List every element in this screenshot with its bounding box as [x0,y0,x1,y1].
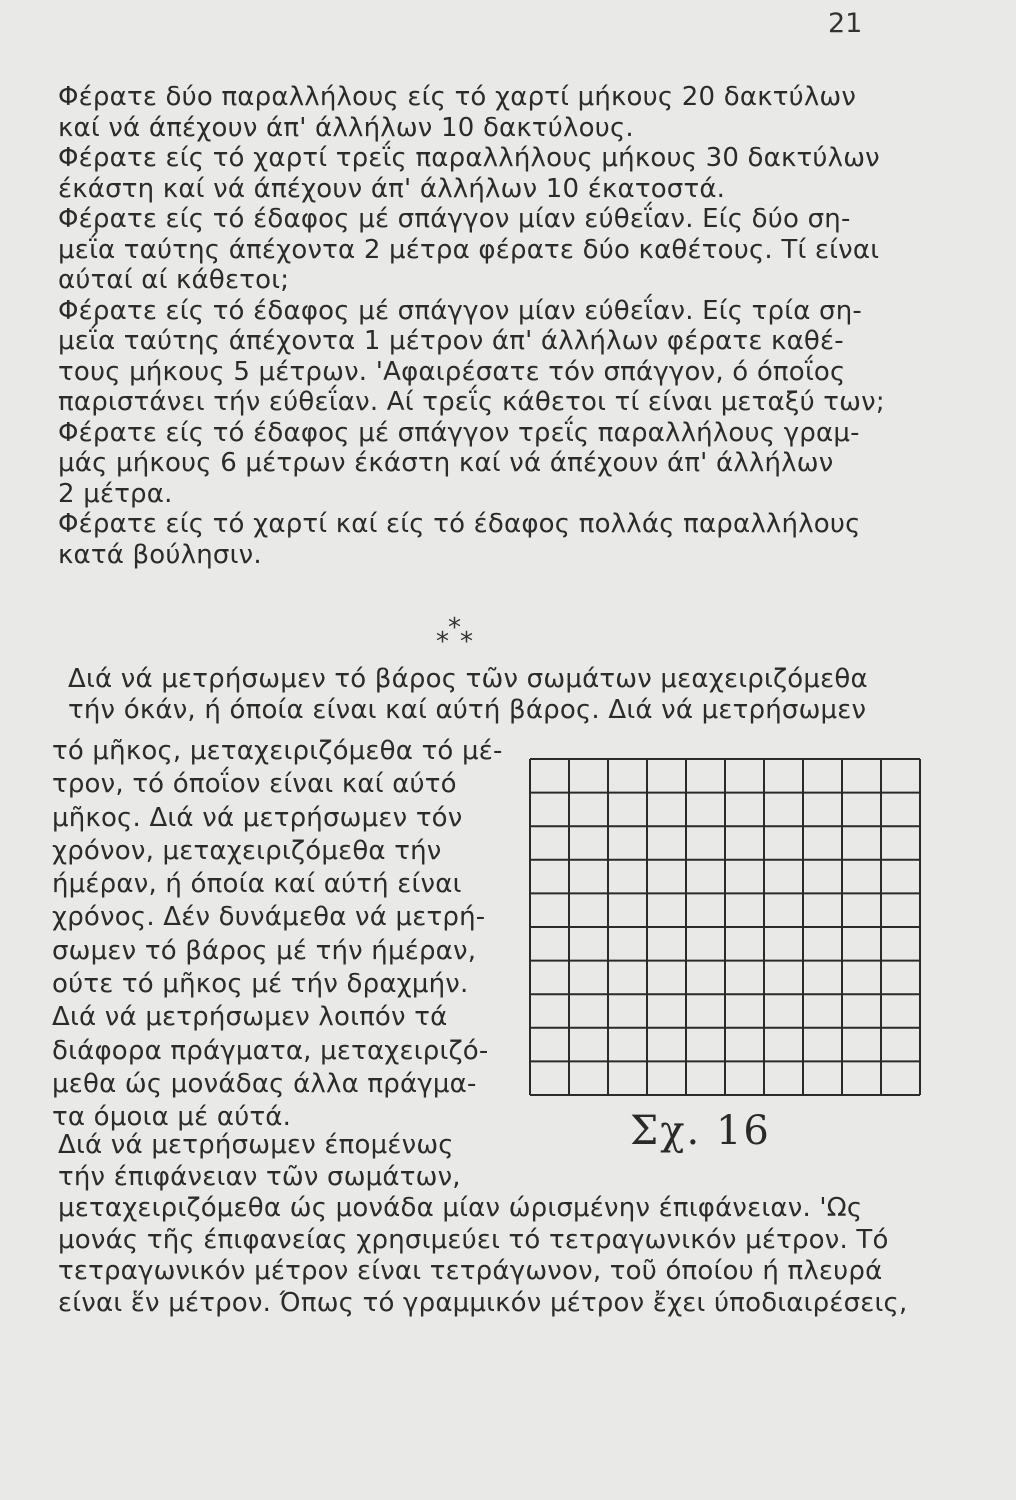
figure-label: Σχ. 16 [630,1108,771,1154]
text-line: ήμέραν, ή όποία καί αύτή είναι [52,869,462,900]
text-line: τους μήκους 5 μέτρων. 'Αφαιρέσατε τόν σπάγγον, ό όποΐος [58,356,846,387]
text-line: τήν έπιφάνειαν τῶν σωμάτων, [58,1161,461,1192]
text-line: είναι ἕν μέτρον. Όπως τό γραμμικόν μέτρον ἔχει ύποδιαιρέσεις, [58,1287,908,1318]
page-number: 21 [828,8,863,39]
section-separator [436,615,476,660]
text-line: καί νά άπέχουν άπ' άλλήλων 10 δακτύλους. [58,112,634,143]
square-grid-figure [528,757,922,1097]
separator-star: * [460,627,473,657]
measurement-wrapped-text [52,735,503,1135]
text-line: τρον, τό όποΐον είναι καί αύτό [52,769,457,800]
text-line: Φέρατε είς τό έδαφος μέ σπάγγον τρεΐς παραλλήλους γραμ- [58,417,860,448]
text-line: τετραγωνικόν μέτρον είναι τετράγωνον, τοῦ όποίου ή πλευρά [58,1256,883,1286]
text-line: μεΐα ταύτης άπέχοντα 1 μέτρον άπ' άλλήλων φέρατε καθέ- [58,326,844,356]
text-line: Φέρατε είς τό έδαφος μέ σπάγγον μίαν εύθεΐαν. Είς δύο ση- [58,204,851,234]
text-line: μονάς τῆς έπιφανείας χρησιμεύει τό τετραγωνικόν μέτρον. Τό [58,1224,889,1255]
text-line: Διά νά μετρήσωμεν τό βάρος τῶν σωμάτων μεαχειριζόμεθα [68,664,868,694]
text-line: ούτε τό μῆκος μέ τήν δραχμήν. [52,969,469,1000]
surface-text [58,1130,907,1319]
measurement-intro [68,664,868,725]
text-line: Φέρατε είς τό έδαφος μέ σπάγγον μίαν εύθεΐαν. Είς τρία ση- [58,295,862,326]
text-line: μεταχειριζόμεθα ώς μονάδα μίαν ώρισμένην έπιφάνειαν. 'Ως [58,1193,863,1223]
text-line: μεθα ώς μονάδας άλλα πράγμα- [52,1068,477,1099]
text-line: Φέρατε είς τό χαρτί τρεΐς παραλλήλους μήκους 30 δακτύλων [58,143,880,173]
text-line: μάς μήκους 6 μέτρων έκάστη καί νά άπέχουν άπ' άλλήλων [58,448,834,478]
text-line: μῆκος. Διά νά μετρήσωμεν τόν [52,802,463,833]
text-line: τήν όκάν, ή όποία είναι καί αύτή βάρος. Διά νά μετρήσωμεν [68,694,867,725]
text-line: σωμεν τό βάρος μέ τήν ήμέραν, [52,935,477,966]
text-line: Φέρατε δύο παραλλήλους είς τό χαρτί μήκους 20 δακτύλων [58,82,857,112]
text-line: αύταί αί κάθετοι; [58,265,290,295]
text-line: κατά βούλησιν. [58,539,262,570]
text-line: έκάστη καί νά άπέχουν άπ' άλλήλων 10 έκατοστά. [58,173,726,204]
text-line: 2 μέτρα. [58,478,173,509]
separator-star: * [448,613,461,643]
separator-star: * [436,627,449,657]
text-line: Διά νά μετρήσωμεν λοιπόν τά [52,1002,448,1033]
text-line: Φέρατε είς τό χαρτί καί είς τό έδαφος πολλάς παραλλήλους [58,509,861,539]
text-line: τα όμοια μέ αύτά. [52,1102,292,1133]
text-line: Διά νά μετρήσωμεν έπομένως [58,1130,454,1160]
text-line: παριστάνει τήν εύθεΐαν. Αί τρεΐς κάθετοι τί είναι μεταξύ των; [58,387,885,417]
text-line: χρόνον, μεταχειριζόμεθα τήν [52,835,442,866]
text-line: διάφορα πράγματα, μεταχειριζό- [52,1035,489,1066]
text-line: μεΐα ταύτης άπέχοντα 2 μέτρα φέρατε δύο καθέτους. Τί είναι [58,234,880,265]
text-line: τό μῆκος, μεταχειριζόμεθα τό μέ- [52,736,503,766]
text-line: χρόνος. Δέν δυνάμεθα νά μετρή- [52,902,486,933]
exercises-block [58,82,885,570]
